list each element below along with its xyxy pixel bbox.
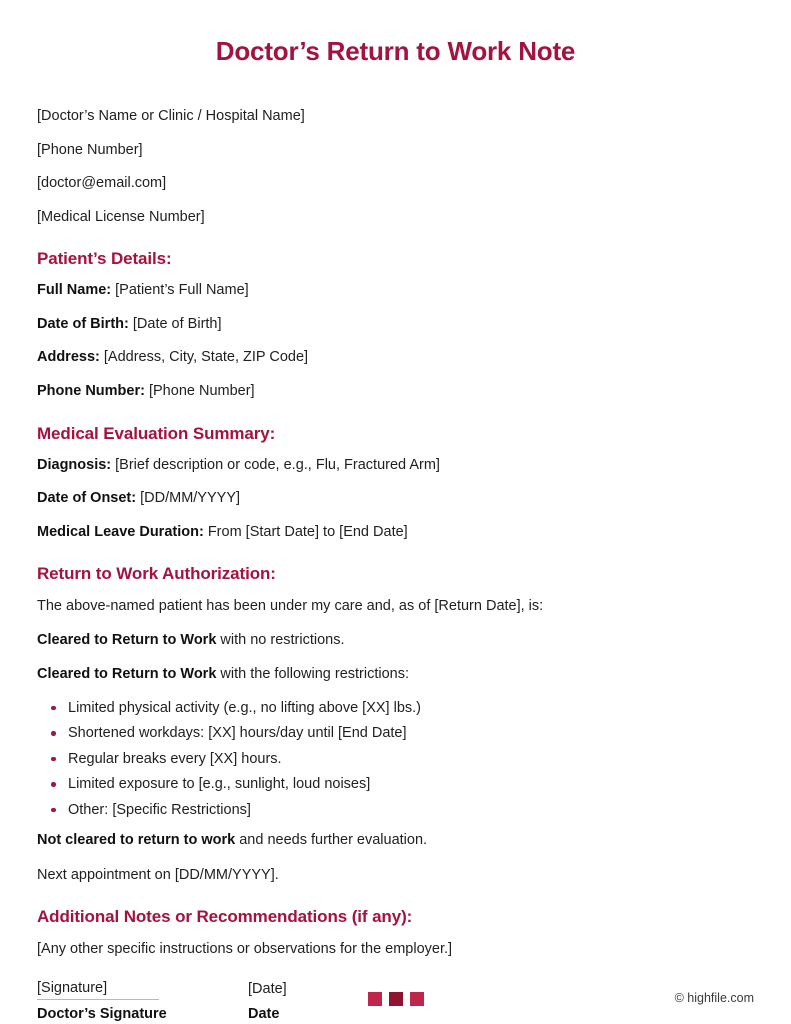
field-date-of-birth: [37, 315, 754, 335]
option-not-cleared: [37, 831, 754, 851]
bullet-icon: [51, 808, 56, 813]
bullet-icon: [51, 757, 56, 762]
bullet-icon: [51, 706, 56, 711]
list-item: [37, 699, 754, 718]
field-date-of-onset-label: Date of Onset:: [37, 490, 137, 507]
provider-details: [37, 107, 754, 227]
signature-field-value[interactable]: [Signature]: [37, 979, 108, 996]
field-medical-leave-duration-value: From [Start Date] to [End Date]: [207, 523, 408, 540]
section-heading-return-authorization: Return to Work Authorization:: [37, 564, 276, 584]
square-icon: [368, 992, 382, 1006]
option-cleared-no-restrictions-rest: with no restrictions.: [216, 632, 345, 649]
option-not-cleared-rest: and needs further evaluation.: [235, 832, 428, 849]
field-date-of-birth-label: Date of Birth:: [37, 315, 129, 332]
signature-captions-row: [37, 1006, 754, 1022]
date-field-value[interactable]: [Date]: [248, 980, 287, 997]
field-diagnosis-label: Diagnosis:: [37, 456, 112, 473]
footer-credit: © highfile.com: [674, 991, 754, 1005]
field-full-name-value: [Patient’s Full Name]: [115, 282, 249, 299]
page-title: Doctor’s Return to Work Note: [215, 36, 576, 66]
restriction-text: Limited physical activity (e.g., no lifting above [XX] lbs.): [68, 699, 421, 716]
footer-decoration: [0, 992, 791, 1006]
option-not-cleared-bold: Not cleared to return to work: [37, 832, 236, 849]
section-heading-patient-details: Patient’s Details:: [37, 249, 172, 269]
list-item: [37, 775, 754, 794]
field-medical-leave-duration: [37, 523, 754, 543]
authorization-intro-text: The above-named patient has been under my care and, as of [Return Date], is:: [37, 598, 544, 615]
restriction-text: Limited exposure to [e.g., sunlight, loud noises]: [68, 776, 371, 793]
square-icon: [410, 992, 424, 1006]
field-date-of-onset: [37, 489, 754, 509]
field-full-name: [37, 281, 754, 301]
field-phone-number-value: [Phone Number]: [148, 382, 255, 399]
field-diagnosis: [37, 456, 754, 476]
list-item: [37, 724, 754, 743]
list-item: [37, 801, 754, 820]
signature-caption: Doctor’s Signature: [37, 1005, 167, 1022]
field-phone-number-label: Phone Number:: [37, 382, 145, 399]
option-cleared-with-restrictions-rest: with the following restrictions:: [216, 666, 409, 683]
provider-name-line: [Doctor’s Name or Clinic / Hospital Name]: [37, 108, 305, 124]
field-date-of-birth-value: [Date of Birth]: [132, 315, 222, 332]
option-cleared-with-restrictions-bold: Cleared to Return to Work: [37, 666, 217, 683]
field-medical-leave-duration-label: Medical Leave Duration:: [37, 523, 204, 540]
provider-email-line: [doctor@email.com]: [37, 175, 167, 192]
bullet-icon: [51, 782, 56, 787]
field-diagnosis-value: [Brief description or code, e.g., Flu, Fractured Arm]: [115, 456, 440, 473]
field-full-name-label: Full Name:: [37, 282, 112, 299]
list-item: [37, 750, 754, 769]
restrictions-list: [37, 699, 754, 820]
option-cleared-with-restrictions: [37, 665, 754, 685]
restriction-text: Regular breaks every [XX] hours.: [68, 750, 282, 767]
provider-phone-line: [Phone Number]: [37, 141, 143, 158]
option-cleared-no-restrictions: [37, 631, 754, 651]
next-appointment-text: Next appointment on [DD/MM/YYYY].: [37, 866, 279, 883]
field-address: [37, 348, 754, 368]
section-heading-additional-notes: Additional Notes or Recommendations (if any):: [37, 907, 413, 927]
restriction-text: Other: [Specific Restrictions]: [68, 801, 251, 818]
square-icon: [389, 992, 403, 1006]
field-date-of-onset-value: [DD/MM/YYYY]: [140, 490, 241, 507]
provider-license-line: [Medical License Number]: [37, 208, 205, 225]
date-caption: Date: [248, 1005, 280, 1022]
field-address-value: [Address, City, State, ZIP Code]: [103, 349, 309, 366]
additional-notes-placeholder: [Any other specific instructions or observations for the employer.]: [37, 941, 453, 958]
restriction-text: Shortened workdays: [XX] hours/day until [End Date]: [68, 725, 407, 742]
field-address-label: Address:: [37, 349, 100, 366]
option-cleared-no-restrictions-bold: Cleared to Return to Work: [37, 632, 217, 649]
section-heading-medical-evaluation: Medical Evaluation Summary:: [37, 423, 276, 443]
field-phone-number: [37, 382, 754, 402]
bullet-icon: [51, 731, 56, 736]
